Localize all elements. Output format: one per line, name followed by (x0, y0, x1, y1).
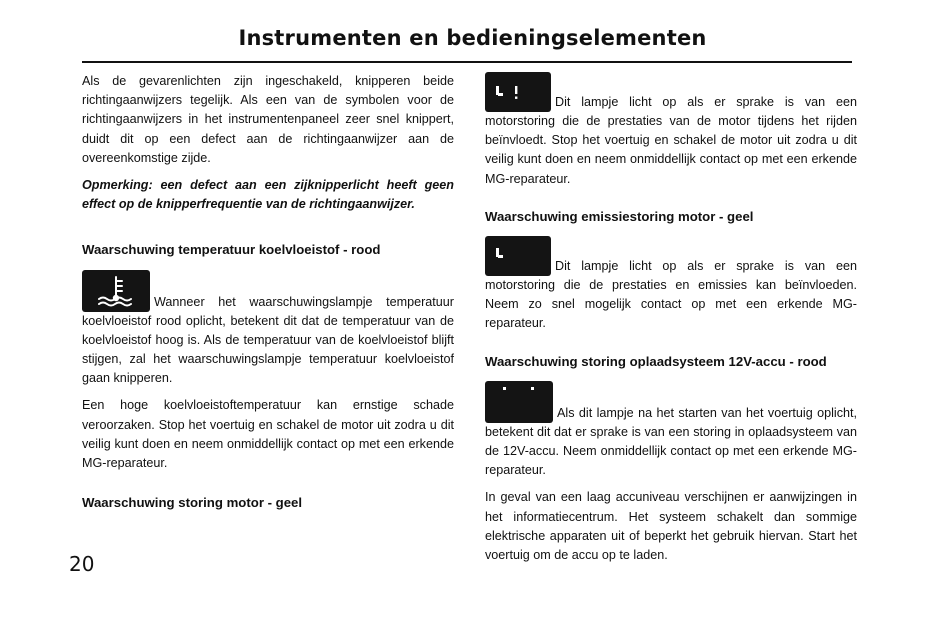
emission-fault-warning-icon (485, 236, 551, 276)
right-column (485, 72, 857, 565)
coolant-temperature-warning-icon (82, 270, 150, 312)
note-paragraph: Opmerking: een defect aan een zijknipperlicht heeft geen effect op de knipperfrequentie van de richtingaanwijzer. (82, 178, 454, 212)
coolant-heading: Waarschuwing temperatuur koelvloeistof - rood (82, 242, 381, 258)
emission-fault-heading: Waarschuwing emissiestoring motor - geel (485, 208, 754, 224)
page-title: Instrumenten en bedieningselementen (238, 26, 707, 50)
engine-fault-heading: Waarschuwing storing motor - geel (82, 495, 303, 511)
coolant-text-2: Een hoge koelvloeistoftemperatuur kan ernstige schade veroorzaken. Stop het voertuig en schakel de motor uit zodra u dit veilig kunt doen en neem onmiddellijk contact op met een erkende MG-reparateur. (82, 398, 454, 471)
engine-fault-warning-icon (485, 72, 551, 112)
charging-system-warning-icon (485, 381, 553, 423)
charging-fault-heading: Waarschuwing storing oplaadsysteem 12V-accu - rood (485, 353, 827, 369)
coolant-text: Wanneer het waarschuwingslampje temperatuur koelvloeistof rood oplicht, betekent dit dat de temperatuur van de koelvloeistof hoog is. Als de temperatuur van de koelvloeistof blijft stijgen, zal het waarschuwingslampje temperatuur koelvloeistof gaan knipperen. (82, 294, 454, 386)
charging-fault-text: Als dit lampje na het starten van het voertuig oplicht, betekent dit dat er sprake is van een storing in oplaadsysteem van de 12V-accu. Neem onmiddellijk contact op met een erkende MG-reparateur. (485, 405, 857, 478)
engine-fault-text: Dit lampje licht op als er sprake is van een motorstoring die de prestaties van de motor tijdens het rijden beïnvloedt. Stop het voertuig en schakel de motor uit zodra u dit veilig kunt doen en neem onmiddellijk contact op met een erkende MG-reparateur. (485, 94, 857, 186)
title-divider (82, 61, 852, 63)
page-number: 20 (69, 552, 95, 576)
hazard-intro-paragraph: Als de gevarenlichten zijn ingeschakeld, knipperen beide richtingaanwijzers tegelijk. Als een van de symbolen voor de richtingaanwijzers in het instrumentenpaneel zeer snel knippert, duidt dit op een defect aan de richtingaanwijzer aan de overeenkomstige zijde. (82, 74, 454, 165)
battery-low-paragraph: In geval van een laag accuniveau verschijnen er aanwijzingen in het informatiecentrum. Het systeem schakelt dan sommige elektrische apparaten uit of beperkt het gebruik hiervan. Start het voertuig om de accu op te laden. (485, 490, 857, 563)
left-column (82, 72, 454, 512)
emission-fault-text: Dit lampje licht op als er sprake is van een motorstoring die de prestaties en emissies kan beïnvloeden. Neem zo snel mogelijk contact op met een erkende MG-reparateur. (485, 258, 857, 331)
